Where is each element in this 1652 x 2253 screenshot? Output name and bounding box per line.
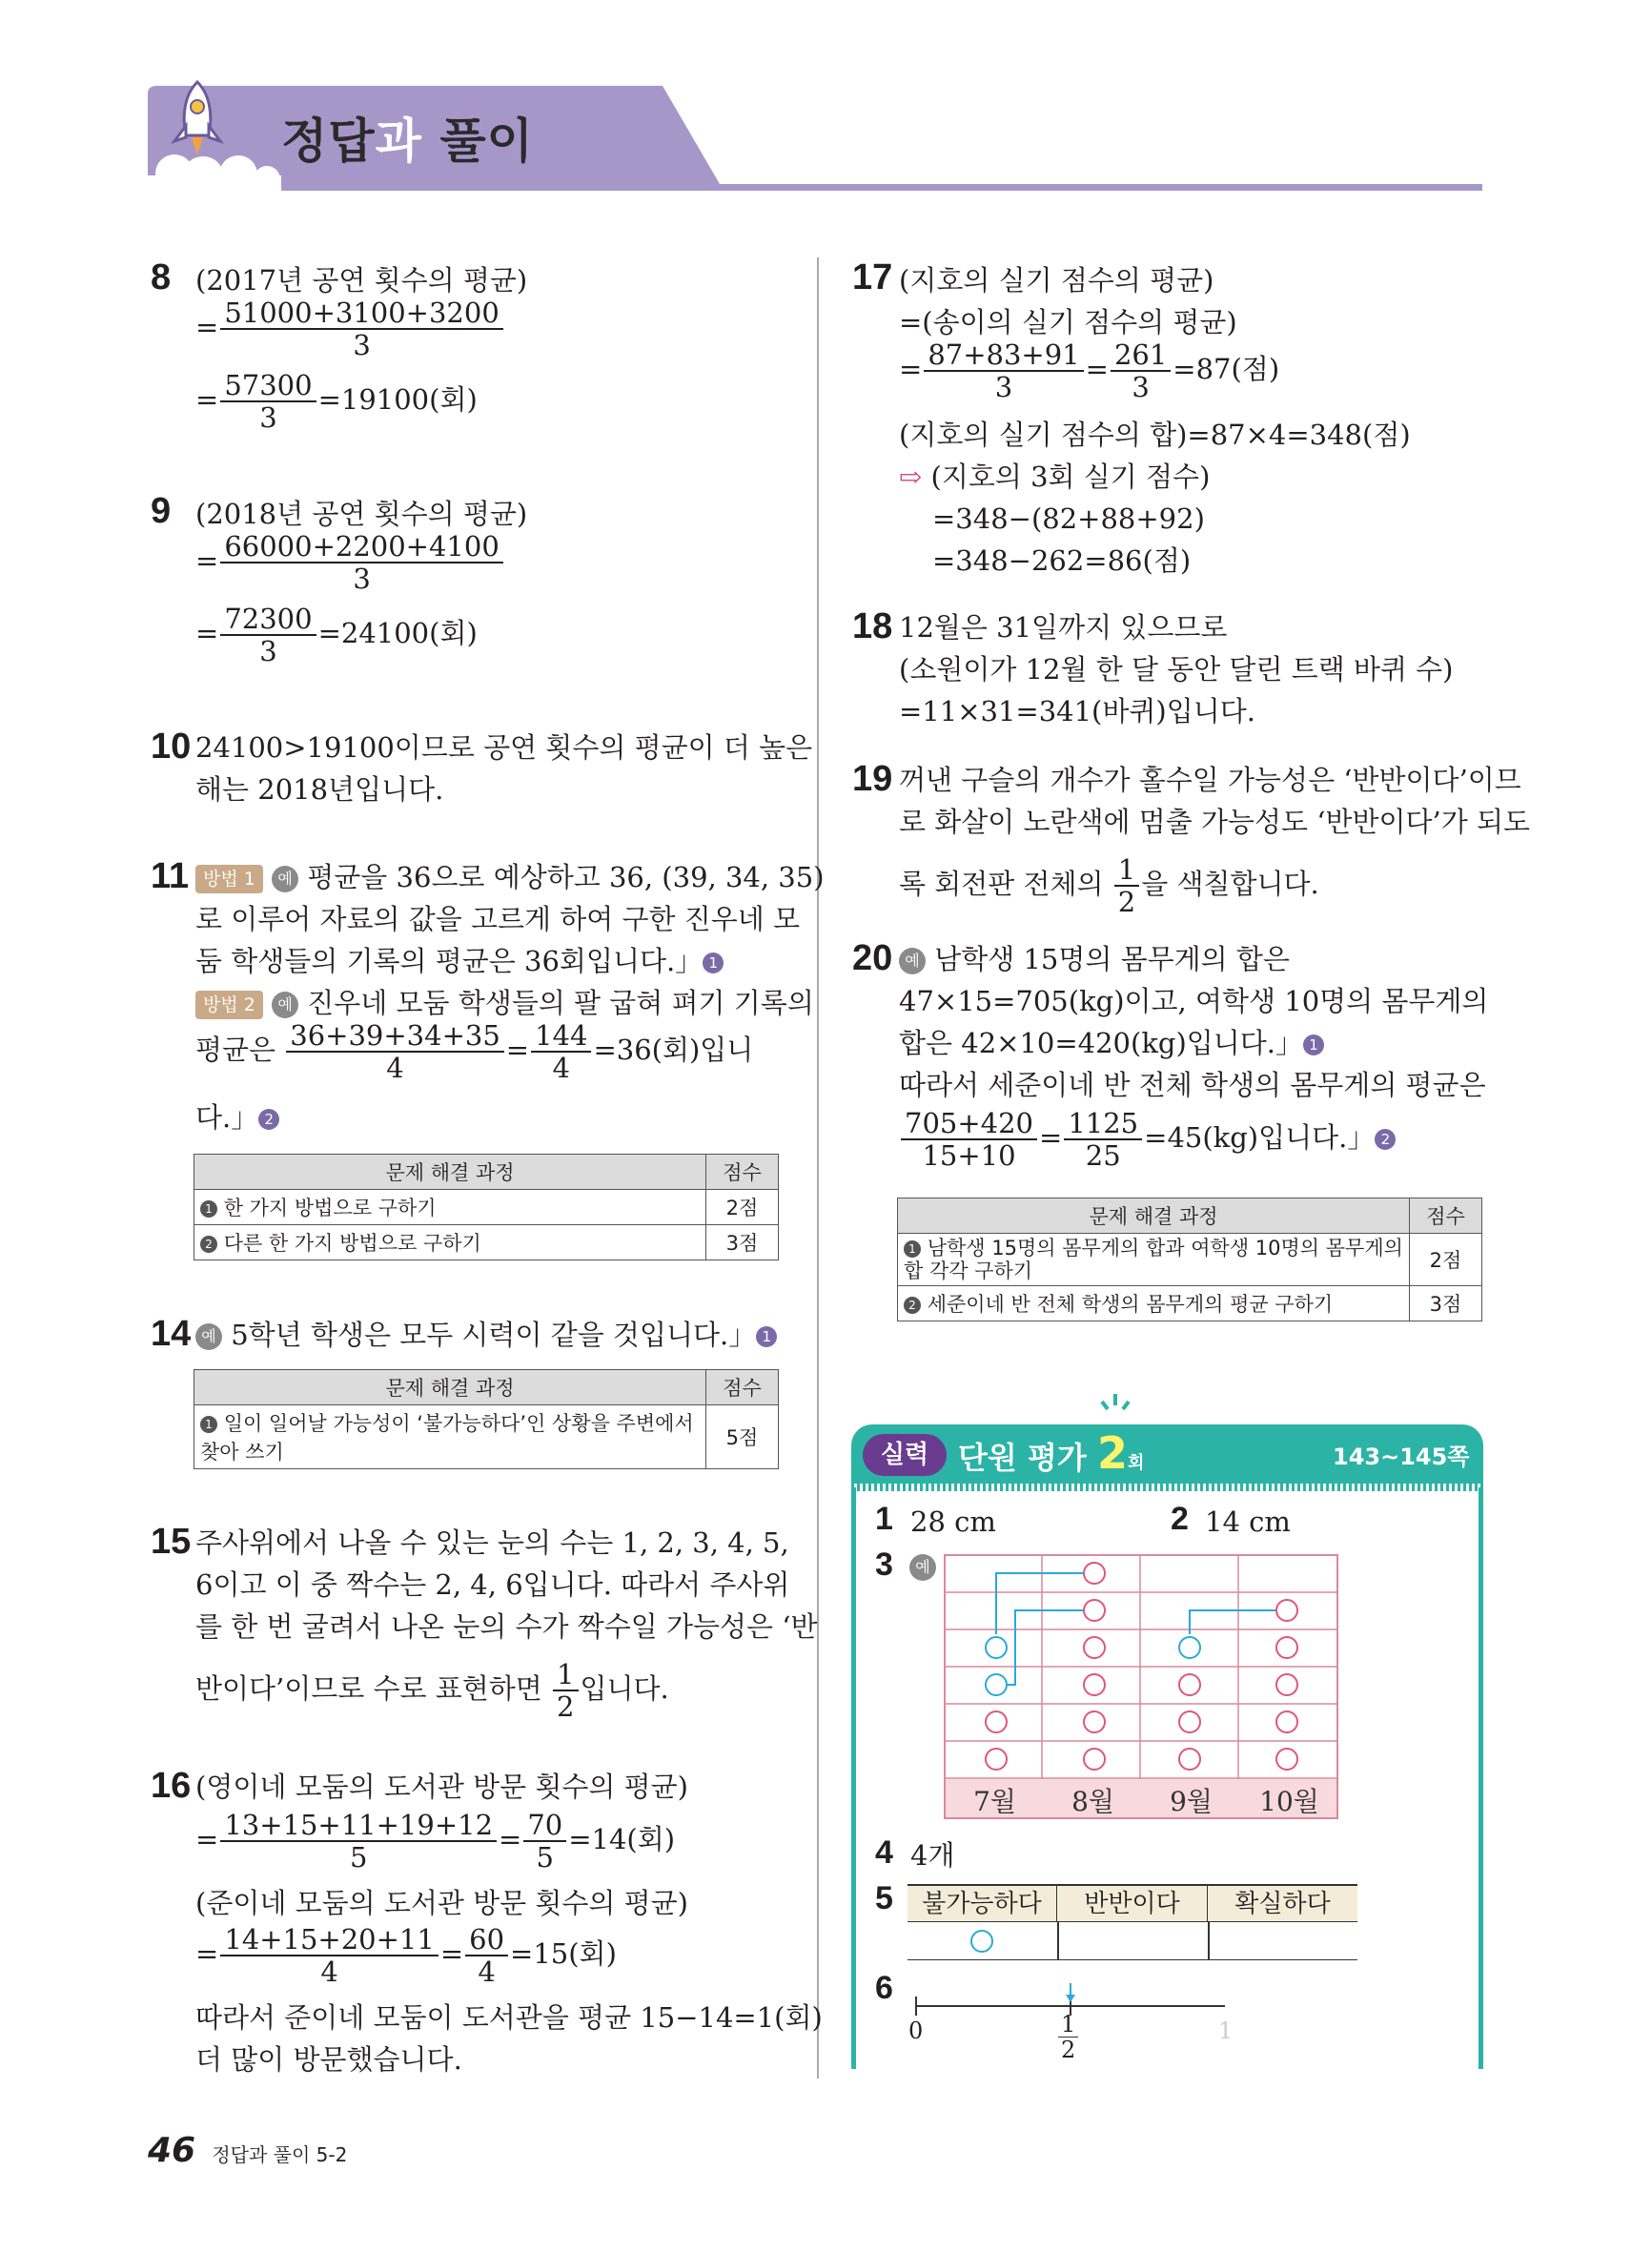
fraction-line: = $\frac{51000+3100+3200}{3}$ bbox=[195, 297, 505, 360]
sparkle-icon bbox=[1096, 1392, 1134, 1421]
answer-circle bbox=[970, 1930, 993, 1953]
header-banner bbox=[148, 86, 1482, 195]
question-number: 9 bbox=[151, 491, 172, 531]
likelihood-table: 불가능하다 반반이다 확실하다 bbox=[908, 1884, 1357, 1962]
month-labels: 7월 8월 9월 10월 bbox=[973, 1786, 1319, 1817]
page-title: 정답과 풀이 bbox=[281, 113, 534, 169]
rocket-icon bbox=[169, 78, 226, 164]
text-line: (2017년 공연 횟수의 평균) bbox=[195, 264, 528, 297]
method-badge: 방법 1 bbox=[195, 865, 263, 893]
column-divider bbox=[817, 257, 819, 2079]
arrow-icon: ⇨ bbox=[899, 461, 923, 493]
scoring-table: 문제 해결 과정 점수 1 일이 일어날 가능성이 ‘불가능하다’인 상황을 주변에서 찾아 쓰기 5점 bbox=[194, 1369, 779, 1469]
footer: 46 정답과 풀이 5-2 bbox=[148, 2131, 348, 2170]
fraction-line: = $\frac{57300}{3}$ =19100(회) bbox=[195, 369, 478, 434]
question-number: 8 bbox=[151, 257, 172, 297]
example-badge: 예 bbox=[272, 866, 298, 892]
level-badge: 실력 bbox=[863, 1434, 947, 1476]
page-number: 46 bbox=[148, 2131, 196, 2170]
marble-grid bbox=[944, 1554, 1339, 1819]
unit-eval-title: 단원 평가 bbox=[958, 1440, 1087, 1476]
scoring-table: 문제 해결 과정 점수 1 남학생 15명의 몸무게의 합과 여학생 10명의 몸무게의 합 각각 구하기 2점 2 세준이네 반 전체 학생의 몸무게의 평균 구하기 3점 bbox=[897, 1198, 1482, 1321]
scoring-table: 문제 해결 과정 점수 1 한 가지 방법으로 구하기 2점 2 다른 한 가지 방법으로 구하기 3점 bbox=[194, 1154, 779, 1260]
page-range: 143~145쪽 bbox=[1333, 1444, 1470, 1470]
